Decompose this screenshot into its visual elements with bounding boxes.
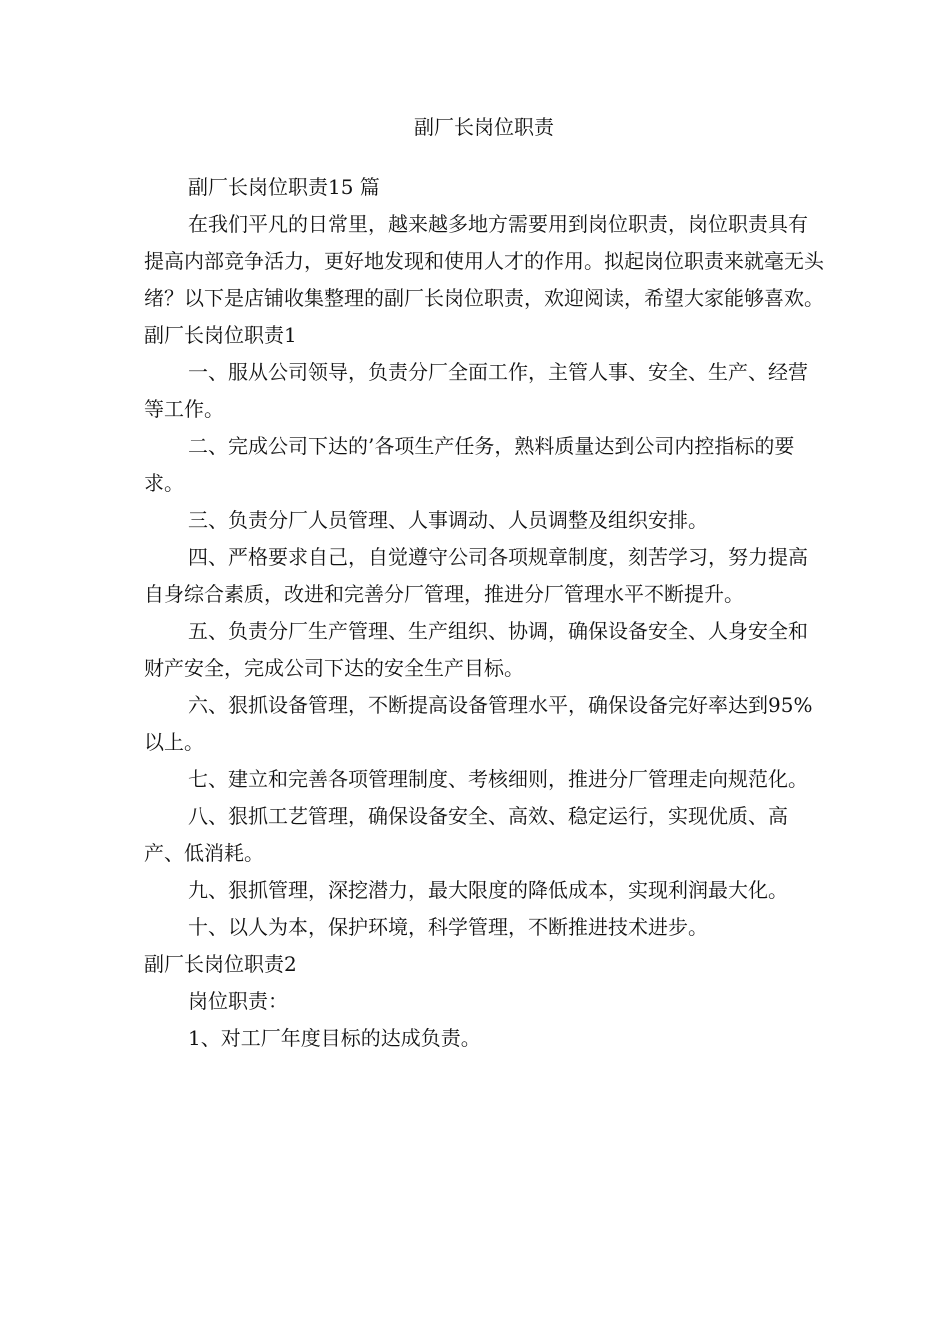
section-label: 岗位职责： — [188, 989, 288, 1013]
doc-subtitle: 副厂长岗位职责15 篇 — [188, 175, 380, 199]
list-item: 五、负责分厂生产管理、生产组织、协调，确保设备安全、人身安全和财产安全，完成公司下达的安全生产目标。 — [144, 619, 808, 680]
list-item: 八、狠抓工艺管理，确保设备安全、高效、稳定运行，实现优质、高产、低消耗。 — [144, 804, 788, 865]
list-item: 七、建立和完善各项管理制度、考核细则，推进分厂管理走向规范化。 — [188, 767, 808, 791]
list-item: 六、狠抓设备管理，不断提高设备管理水平，确保设备完好率达到95% 以上。 — [144, 693, 813, 754]
list-item: 一、服从公司领导，负责分厂全面工作，主管人事、安全、生产、经营等工作。 — [144, 360, 808, 421]
list-item: 十、以人为本，保护环境，科学管理，不断推进技术进步。 — [188, 915, 708, 939]
list-item: 1、对工厂年度目标的达成负责。 — [188, 1026, 481, 1050]
list-item: 四、严格要求自己，自觉遵守公司各项规章制度，刻苦学习，努力提高自身综合素质，改进和完善分厂管理，推进分厂管理水平不断提升。 — [144, 545, 808, 606]
page-title: 副厂长岗位职责 — [414, 115, 554, 139]
section-heading-2: 副厂长岗位职责2 — [144, 952, 297, 976]
document-body — [144, 111, 824, 1057]
list-item: 二、完成公司下达的’各项生产任务，熟料质量达到公司内控指标的要求。 — [144, 434, 795, 495]
list-item: 三、负责分厂人员管理、人事调动、人员调整及组织安排。 — [188, 508, 708, 532]
intro-paragraph: 在我们平凡的日常里，越来越多地方需要用到岗位职责，岗位职责具有提高内部竞争活力，更好地发现和使用人才的作用。拟起岗位职责来就毫无头绪？以下是店铺收集整理的副厂长岗位职责，欢迎阅读，希望大家能够喜欢。 — [144, 212, 824, 310]
list-item: 九、狠抓管理，深挖潜力，最大限度的降低成本，实现利润最大化。 — [188, 878, 788, 902]
section-heading-1: 副厂长岗位职责1 — [144, 323, 297, 347]
